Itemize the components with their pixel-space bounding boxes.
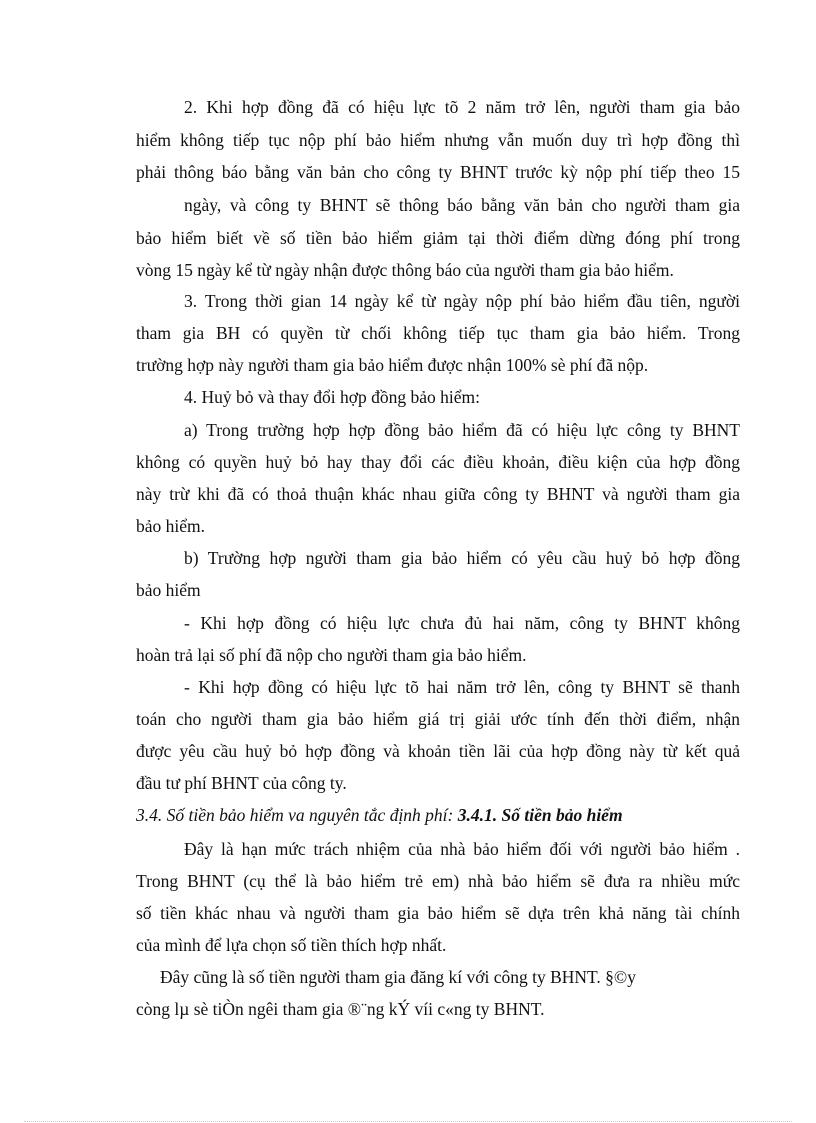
paragraph-line: b) Trường hợp người tham gia bảo hiểm có yêu cầu huỷ bỏ hợp đồng: [184, 548, 740, 568]
page-bottom-rule: [24, 1121, 792, 1122]
paragraph-line: bảo hiểm: [136, 580, 201, 600]
paragraph-line: - Khi hợp đồng có hiệu lực chưa đủ hai năm, công ty BHNT không: [184, 613, 740, 633]
subsection-heading: 3.4.1. Số tiền bảo hiểm: [457, 805, 623, 825]
paragraph-line: a) Trong trường hợp hợp đồng bảo hiểm đã có hiệu lực công ty BHNT: [184, 420, 740, 440]
paragraph-line: trường hợp này người tham gia bảo hiểm được nhận 100% sè phí đã nộp.: [136, 355, 649, 375]
paragraph-line: - Khi hợp đồng có hiệu lực tõ hai năm trở lên, công ty BHNT sẽ thanh: [184, 677, 740, 697]
paragraph-line: của mình để lựa chọn số tiền thích hợp nhất.: [136, 935, 447, 955]
paragraph-line: ngày, và công ty BHNT sẽ thông báo bằng văn bản cho người tham gia: [184, 195, 740, 215]
paragraph-line: còng lµ sè tiÒn ngêi tham gia ®¨ng kÝ víi c«ng ty BHNT.: [136, 999, 545, 1019]
paragraph-line: 4. Huỷ bỏ và thay đổi hợp đồng bảo hiểm:: [184, 387, 481, 407]
paragraph-line: bảo hiểm.: [136, 516, 206, 536]
paragraph-line: 2. Khi hợp đồng đã có hiệu lực tõ 2 năm trở lên, người tham gia bảo: [184, 97, 740, 117]
paragraph-line: hoàn trả lại số phí đã nộp cho người tham gia bảo hiểm.: [136, 645, 527, 665]
paragraph-line: Trong BHNT (cụ thể là bảo hiểm trẻ em) nhà bảo hiểm sẽ đưa ra nhiều mức: [136, 871, 740, 891]
paragraph-line: bảo hiểm biết về số tiền bảo hiểm giảm tại thời điểm dừng đóng phí trong: [136, 228, 740, 248]
paragraph-line: vòng 15 ngày kể từ ngày nhận được thông báo của người tham gia bảo hiểm.: [136, 260, 674, 280]
paragraph-line: không có quyền huỷ bỏ hay thay đổi các điều khoản, điều kiện của hợp đồng: [136, 452, 740, 472]
paragraph-line: Đây là hạn mức trách nhiệm của nhà bảo hiểm đối với người bảo hiểm .: [184, 839, 740, 859]
paragraph-line: được yêu cầu huỷ bỏ hợp đồng và khoản tiền lãi của hợp đồng này từ kết quả: [136, 741, 740, 761]
paragraph-line: hiểm không tiếp tục nộp phí bảo hiểm nhưng vẫn muốn duy trì hợp đồng thì: [136, 130, 740, 150]
paragraph-line: phải thông báo bằng văn bản cho công ty BHNT trước kỳ nộp phí tiếp theo 15: [136, 162, 740, 182]
section-heading: [136, 804, 740, 826]
paragraph-line: toán cho người tham gia bảo hiểm giá trị giải ước tính đến thời điểm, nhận: [136, 709, 740, 729]
paragraph-line: Đây cũng là số tiền người tham gia đăng kí với công ty BHNT. §©y: [160, 967, 636, 987]
paragraph-line: tham gia BH có quyền từ chối không tiếp tục tham gia bảo hiểm. Trong: [136, 323, 740, 343]
paragraph-line: này trừ khi đã có thoả thuận khác nhau giữa công ty BHNT và người tham gia: [136, 484, 740, 504]
paragraph-line: đầu tư phí BHNT của công ty.: [136, 773, 347, 793]
paragraph-line: số tiền khác nhau và người tham gia bảo hiểm sẽ dựa trên khả năng tài chính: [136, 903, 740, 923]
section-heading-title: 3.4. Số tiền bảo hiểm va nguyên tắc định phí:: [136, 805, 458, 825]
paragraph-line: 3. Trong thời gian 14 ngày kể từ ngày nộp phí bảo hiểm đầu tiên, người: [184, 291, 740, 311]
